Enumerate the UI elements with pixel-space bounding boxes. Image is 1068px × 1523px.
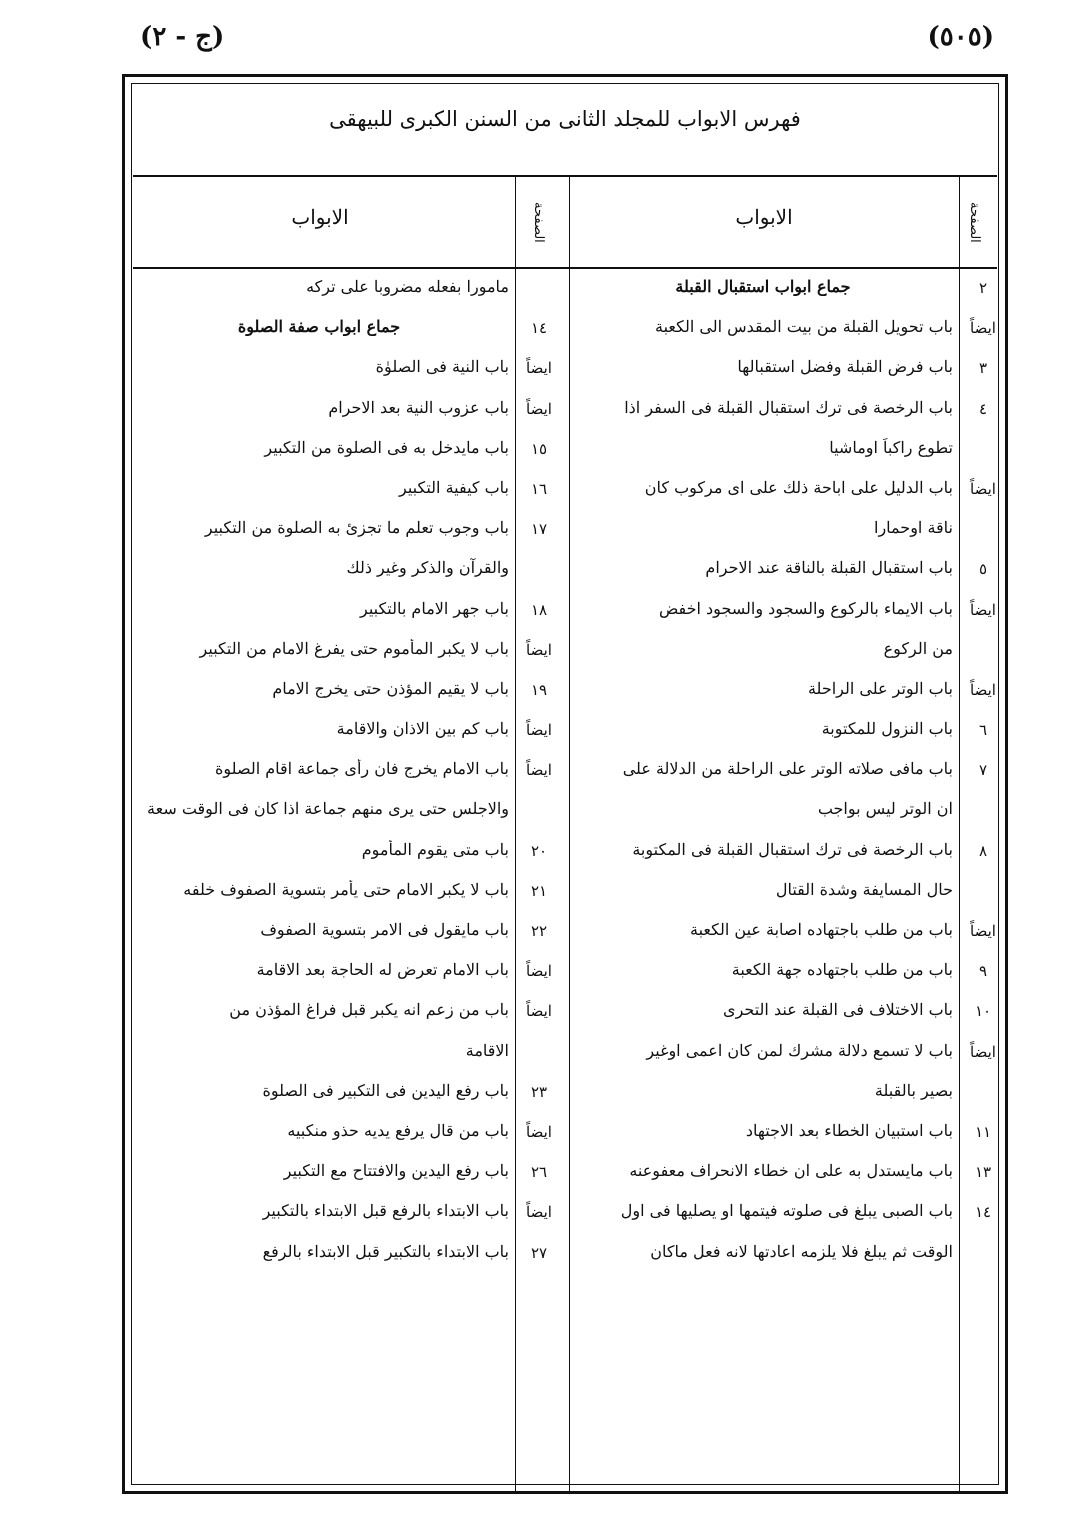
entry-title: باب الاختلاف فى القبلة عند التحرى bbox=[723, 1000, 953, 1020]
entry-title: باب الوتر على الراحلة bbox=[807, 678, 953, 698]
entry-title: باب مايقول فى الامر بتسوية الصفوف bbox=[260, 920, 509, 939]
index-entry bbox=[569, 795, 959, 835]
entry-page-number: ١١ bbox=[974, 1122, 992, 1141]
entry-title: باب من طلب باجتهاده جهة الكعبة bbox=[731, 960, 953, 980]
index-frame bbox=[122, 74, 1008, 1494]
index-entry bbox=[569, 394, 988, 434]
index-entry bbox=[125, 675, 548, 715]
index-entry bbox=[569, 554, 988, 594]
entry-title: باب مايدخل به فى الصلوة من التكبير bbox=[264, 437, 509, 457]
index-entry bbox=[125, 273, 515, 313]
index-entry bbox=[569, 353, 988, 393]
index-entry bbox=[125, 434, 548, 474]
entry-title: ناقة اوحمارا bbox=[874, 518, 953, 538]
entry-page-number: ١٥ bbox=[530, 439, 548, 458]
entry-page-number: ٢١ bbox=[530, 881, 548, 900]
entry-page-number: ٥ bbox=[978, 560, 988, 579]
index-entry bbox=[125, 836, 548, 876]
entry-page-number: ٢٧ bbox=[530, 1243, 548, 1262]
entry-title: من الركوع bbox=[883, 638, 953, 658]
index-entry bbox=[125, 514, 548, 554]
index-entry bbox=[125, 1238, 548, 1278]
index-entry bbox=[125, 595, 548, 635]
entry-title: باب من طلب باجتهاده اصابة عين الكعبة bbox=[690, 920, 953, 939]
index-entry bbox=[125, 1117, 552, 1157]
entry-title: باب لا تسمع دلالة مشرك لمن كان اعمى اوغير bbox=[646, 1040, 953, 1060]
index-entry bbox=[569, 836, 988, 876]
left-column-heading: الابواب bbox=[291, 205, 349, 229]
entry-title: باب الابتداء بالرفع قبل الابتداء بالتكبير bbox=[262, 1201, 509, 1221]
entry-page-number: ١٨ bbox=[530, 600, 548, 619]
column-divider bbox=[515, 175, 516, 1491]
index-entry bbox=[569, 1037, 996, 1077]
entry-page-number: ايضاً bbox=[526, 1122, 552, 1141]
entry-page-number: ٦ bbox=[978, 721, 988, 740]
entry-title: تطوع راكباً اوماشيا bbox=[829, 437, 953, 457]
index-entry bbox=[569, 434, 959, 474]
section-heading: جماع ابواب استقبال القبلة bbox=[675, 277, 851, 296]
entry-page-number: ٧ bbox=[978, 761, 988, 780]
entry-title: باب استقبال القبلة بالناقة عند الاحرام bbox=[705, 558, 953, 578]
entry-page-number: ٣ bbox=[978, 359, 988, 378]
entry-page-number: ايضاً bbox=[526, 640, 552, 659]
index-entry bbox=[569, 755, 988, 795]
index-entry bbox=[569, 1157, 992, 1197]
entry-title: باب الدليل على اباحة ذلك على اى مركوب كان bbox=[644, 477, 953, 497]
entry-page-number: ١٧ bbox=[530, 520, 548, 539]
index-entry bbox=[569, 876, 959, 916]
entry-page-number: ايضاً bbox=[970, 479, 996, 498]
index-entry bbox=[569, 996, 992, 1036]
index-entry bbox=[125, 1037, 515, 1077]
entry-page-number: ايضاً bbox=[526, 1203, 552, 1222]
entry-page-number: ايضاً bbox=[970, 1042, 996, 1061]
entry-title: والقرآن والذكر وغير ذلك bbox=[346, 558, 509, 578]
entry-title: باب لا يقيم المؤذن حتى يخرج الامام bbox=[272, 678, 509, 698]
entry-page-number: ٢٠ bbox=[530, 841, 548, 860]
entry-title: باب عزوب النية بعد الاحرام bbox=[328, 397, 509, 417]
index-entry bbox=[125, 554, 515, 594]
index-entry bbox=[125, 876, 548, 916]
entry-title: باب الامام يخرج فان رأى جماعة اقام الصلوة bbox=[215, 759, 509, 779]
entry-title: ان الوتر ليس بواجب bbox=[817, 799, 953, 819]
title-rule bbox=[133, 175, 997, 177]
page-number-left: (ج - ٢) bbox=[140, 22, 225, 52]
entry-page-number: ٢٢ bbox=[530, 922, 548, 940]
entry-page-number: ايضاً bbox=[526, 761, 552, 780]
entry-page-number: ١٤ bbox=[530, 319, 548, 338]
left-page-heading: الصفحة bbox=[531, 201, 546, 243]
index-entry bbox=[569, 675, 996, 715]
entry-title: باب النزول للمكتوبة bbox=[821, 719, 953, 739]
entry-title: باب الرخصة فى ترك استقبال القبلة فى المكتوبة bbox=[632, 839, 953, 859]
index-entry bbox=[569, 1117, 992, 1157]
index-entry bbox=[125, 795, 515, 835]
index-entry bbox=[125, 916, 548, 956]
index-entry bbox=[569, 715, 988, 755]
entry-title: باب الابتداء بالتكبير قبل الابتداء بالرفع bbox=[262, 1241, 509, 1261]
heading-rule bbox=[133, 267, 997, 269]
index-entry bbox=[125, 1157, 548, 1197]
entry-page-number: ٩ bbox=[978, 962, 988, 981]
index-entry bbox=[569, 1077, 959, 1117]
entry-title: باب لا يكبر الامام حتى يأمر بتسوية الصفوف خلفه bbox=[183, 879, 509, 899]
entry-title: باب فرض القبلة وفضل استقبالها bbox=[737, 357, 953, 377]
index-entry bbox=[569, 1238, 959, 1278]
entry-title: حال المسايفة وشدة القتال bbox=[775, 879, 953, 899]
entry-title: باب الرخصة فى ترك استقبال القبلة فى السفر اذا bbox=[624, 397, 953, 417]
index-entry bbox=[125, 394, 552, 434]
entry-page-number: ايضاً bbox=[970, 680, 996, 699]
index-entry bbox=[569, 1197, 992, 1237]
right-page-heading: الصفحة bbox=[967, 201, 982, 243]
entry-title: بصير بالقبلة bbox=[874, 1080, 953, 1100]
index-entry bbox=[125, 313, 548, 353]
index-entry bbox=[125, 1197, 552, 1237]
page-number-right: (٥٠٥) bbox=[927, 22, 994, 52]
entry-title: باب وجوب تعلم ما تجزئ به الصلوة من التكبير bbox=[204, 518, 509, 538]
entry-page-number: ايضاً bbox=[526, 359, 552, 378]
entry-title: باب استبيان الخطاء بعد الاجتهاد bbox=[745, 1120, 953, 1140]
entry-title: باب الامام تعرض له الحاجة بعد الاقامة bbox=[256, 960, 509, 980]
entry-title: باب متى يقوم المأموم bbox=[361, 839, 509, 859]
entry-page-number: ايضاً bbox=[526, 399, 552, 418]
section-heading: جماع ابواب صفة الصلوة bbox=[237, 317, 401, 337]
index-entry bbox=[125, 1077, 548, 1117]
index-entry bbox=[569, 595, 996, 635]
index-entry bbox=[125, 635, 552, 675]
index-entry bbox=[569, 313, 996, 353]
entry-page-number: ايضاً bbox=[970, 600, 996, 619]
entry-title: الاقامة bbox=[465, 1040, 509, 1060]
entry-page-number: ١٩ bbox=[530, 680, 548, 699]
page-title: فهرس الابواب للمجلد الثانى من السنن الكبرى للبيهقى bbox=[329, 107, 801, 131]
entry-title: باب مايستدل به على ان خطاء الانحراف معفوعنه bbox=[629, 1161, 953, 1181]
entry-title: باب الصبى يبلغ فى صلوته فيتمها او يصليها فى اول bbox=[620, 1201, 953, 1221]
entry-page-number: ١٦ bbox=[530, 479, 548, 498]
entry-page-number: ٨ bbox=[978, 841, 988, 860]
entry-title: باب جهر الامام بالتكبير bbox=[359, 598, 509, 618]
index-entry bbox=[125, 474, 548, 514]
entry-title: باب رفع اليدين فى التكبير فى الصلوة bbox=[262, 1080, 509, 1100]
entry-title: والاجلس حتى يرى منهم جماعة اذا كان فى الوقت سعة bbox=[147, 799, 509, 819]
right-column bbox=[569, 273, 996, 1278]
left-column bbox=[125, 273, 552, 1278]
entry-page-number: ايضاً bbox=[526, 962, 552, 981]
entry-page-number: ايضاً bbox=[970, 319, 996, 338]
right-column-heading: الابواب bbox=[735, 205, 793, 229]
index-entry bbox=[569, 635, 959, 675]
entry-page-number: ٢٦ bbox=[530, 1163, 548, 1182]
entry-title: مامورا بفعله مضروبا على تركه bbox=[306, 277, 509, 296]
index-entry bbox=[569, 514, 959, 554]
entry-page-number: ايضاً bbox=[970, 922, 996, 940]
entry-page-number: ٤ bbox=[978, 399, 988, 418]
entry-page-number: ١٣ bbox=[974, 1163, 992, 1182]
entry-title: باب لا يكبر المأموم حتى يفرغ الامام من التكبير bbox=[199, 638, 509, 658]
index-entry bbox=[125, 755, 552, 795]
entry-title: الوقت ثم يبلغ فلا يلزمه اعادتها لانه فعل ماكان bbox=[650, 1241, 953, 1261]
entry-page-number: ١٤ bbox=[974, 1203, 992, 1222]
entry-title: باب كيفية التكبير bbox=[399, 477, 509, 497]
column-divider bbox=[959, 175, 960, 1491]
entry-page-number: ايضاً bbox=[526, 1002, 552, 1021]
entry-title: باب رفع اليدين والافتتاح مع التكبير bbox=[283, 1161, 509, 1181]
entry-page-number: ١٠ bbox=[974, 1002, 992, 1021]
entry-title: باب من قال يرفع يديه حذو منكبيه bbox=[287, 1120, 509, 1140]
entry-title: باب كم بين الاذان والاقامة bbox=[336, 719, 509, 739]
index-entry bbox=[125, 996, 552, 1036]
index-entry bbox=[569, 916, 996, 956]
index-entry bbox=[125, 715, 552, 755]
index-entry bbox=[569, 956, 988, 996]
index-entry bbox=[125, 956, 552, 996]
entry-page-number: ايضاً bbox=[526, 721, 552, 740]
entry-page-number: ٢٣ bbox=[530, 1082, 548, 1101]
index-entry bbox=[125, 353, 552, 393]
index-entry bbox=[569, 273, 988, 313]
entry-page-number: ٢ bbox=[978, 279, 988, 297]
index-entry bbox=[569, 474, 996, 514]
entry-title: باب مافى صلاته الوتر على الراحلة من الدلالة على bbox=[622, 759, 953, 779]
entry-title: باب النية فى الصلوٰة bbox=[375, 357, 509, 377]
entry-title: باب الايماء بالركوع والسجود والسجود اخفض bbox=[658, 598, 953, 618]
entry-title: باب تحويل القبلة من بيت المقدس الى الكعبة bbox=[655, 317, 953, 337]
entry-title: باب من زعم انه يكبر قبل فراغ المؤذن من bbox=[229, 1000, 509, 1020]
